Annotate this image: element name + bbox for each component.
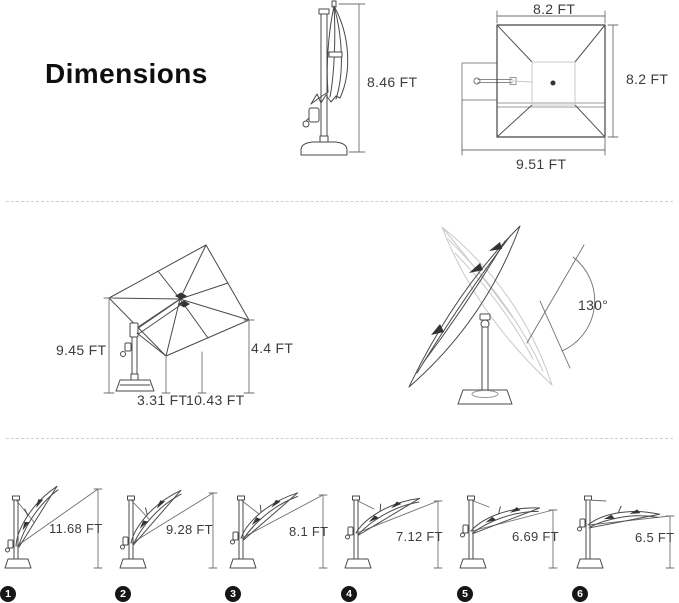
position-badge: 4 xyxy=(341,586,357,602)
height-dimension-label: 6.5 FT xyxy=(635,530,675,545)
open-umbrella-diagram xyxy=(48,233,303,405)
tilt-position-6-illustration xyxy=(574,468,679,578)
section-divider xyxy=(6,438,673,439)
tilt-position-4-illustration xyxy=(342,468,452,578)
section-divider xyxy=(6,201,673,202)
total-span-label: 9.51 FT xyxy=(516,156,567,172)
projection-label: 10.43 FT xyxy=(186,392,245,408)
height-dimension-label: 8.1 FT xyxy=(289,524,329,539)
height-dimension-label: 11.68 FT xyxy=(49,521,103,536)
tilt-position-3-illustration xyxy=(227,468,337,578)
page-title: Dimensions xyxy=(45,58,208,89)
canopy-width-label: 8.2 FT xyxy=(533,1,576,17)
rotation-angle-label: 130° xyxy=(578,297,609,313)
closed-height-label: 8.46 FT xyxy=(367,74,418,90)
position-badge: 6 xyxy=(572,586,588,602)
pole-height-label: 9.45 FT xyxy=(56,342,107,358)
top-view-diagram xyxy=(452,0,679,178)
position-badge: 5 xyxy=(457,586,473,602)
tilt-rotation-diagram xyxy=(393,213,628,418)
position-badge: 3 xyxy=(225,586,241,602)
canopy-depth-label: 8.2 FT xyxy=(626,71,669,87)
position-badge: 1 xyxy=(0,586,16,602)
height-dimension-label: 6.69 FT xyxy=(512,529,559,544)
tilt-position-5-illustration xyxy=(457,468,567,578)
base-offset-label: 3.31 FT xyxy=(137,392,188,408)
height-dimension-label: 7.12 FT xyxy=(396,529,443,544)
height-dimension-label: 9.28 FT xyxy=(166,522,213,537)
canopy-clearance-label: 4.4 FT xyxy=(251,340,294,356)
position-badge: 2 xyxy=(115,586,131,602)
